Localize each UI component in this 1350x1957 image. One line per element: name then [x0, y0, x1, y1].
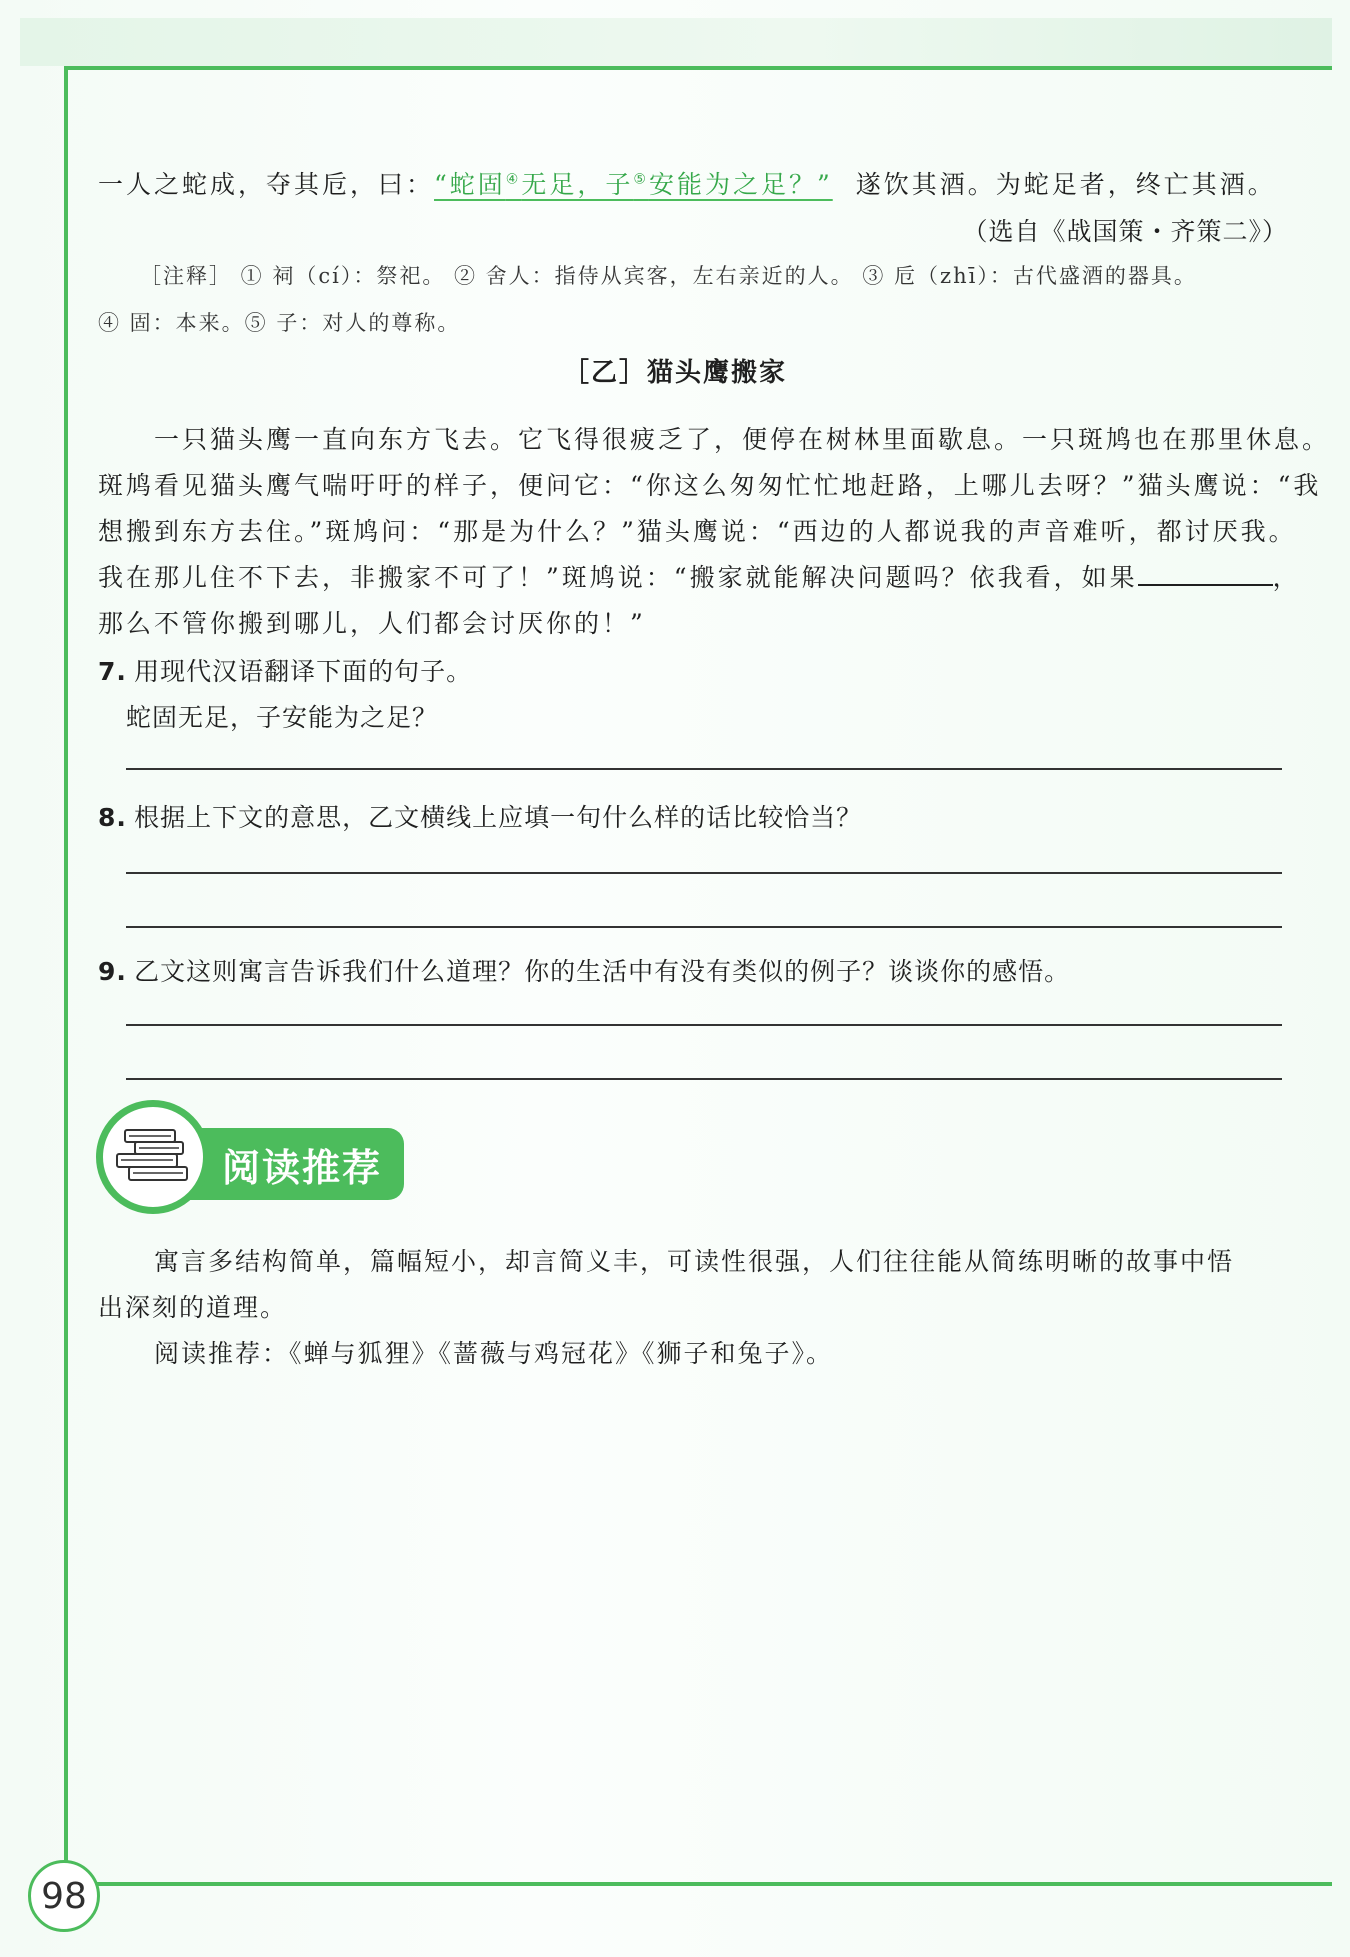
- passage-yi-text: ，: [1272, 563, 1301, 592]
- question-text: 用现代汉语翻译下面的句子。: [134, 659, 473, 686]
- passage-yi-text: 我在那儿住不下去，非搬家不可了！”斑鸠说：“搬家就能解决问题吗？依我看，如果: [98, 563, 1138, 592]
- passage-yi-line: 一只猫头鹰一直向东方飞去。它飞得很疲乏了，便停在树林里面歇息。一只斑鸠也在那里休息。: [154, 425, 1331, 454]
- annotation-line: ［注释］ ① 祠（cí）：祭祀。 ② 舍人：指侍从宾客，左右亲近的人。 ③ 卮（zhī）：古代盛酒的器具。: [140, 264, 1197, 288]
- footnote-marker: ⑤: [633, 171, 649, 188]
- question-text: 根据上下文的意思，乙文横线上应填一句什么样的话比较恰当？: [134, 805, 863, 832]
- question-number: 9.: [98, 957, 127, 986]
- footnote-marker: ④: [505, 171, 522, 188]
- passage-yi-heading: ［乙］猫头鹰搬家: [562, 358, 787, 388]
- frame-left-border: [64, 66, 68, 1886]
- passage-jia-text: 遂饮其酒。为蛇足者，终亡其酒。: [855, 170, 1276, 199]
- frame-bottom-border: [64, 1882, 1332, 1886]
- quote-part: 无足，子: [521, 170, 634, 199]
- question-7: [98, 652, 472, 688]
- reading-recommend-badge: [96, 1100, 406, 1220]
- passage-jia-text: 一人之蛇成，夺其卮，曰：: [98, 170, 435, 199]
- passage-yi-line: 想搬到东方去住。”斑鸠问：“那是为什么？”猫头鹰说：“西边的人都说我的声音难听，都讨厌我。: [98, 517, 1297, 546]
- top-decorative-band: [20, 18, 1332, 66]
- quote-part: “蛇固: [434, 170, 506, 199]
- recommend-list: 阅读推荐：《蝉与狐狸》《蔷薇与鸡冠花》《狮子和兔子》。: [154, 1341, 834, 1368]
- source-citation: （选自《战国策・齐策二》）: [962, 219, 1288, 246]
- answer-line[interactable]: [126, 926, 1282, 928]
- annotation-line: ④ 固：本来。⑤ 子：对人的尊称。: [98, 311, 461, 335]
- books-stack-icon: [96, 1100, 210, 1214]
- question-9: [98, 952, 1070, 988]
- question-7-sentence: 蛇固无足，子安能为之足？: [126, 703, 439, 732]
- frame-top-border: [64, 66, 1332, 70]
- answer-line[interactable]: [126, 768, 1282, 770]
- answer-line[interactable]: [126, 872, 1282, 874]
- question-number: 7.: [98, 657, 127, 686]
- question-text: 乙文这则寓言告诉我们什么道理？你的生活中有没有类似的例子？谈谈你的感悟。: [134, 959, 1071, 986]
- passage-yi-line: [98, 558, 1301, 594]
- answer-line[interactable]: [126, 1078, 1282, 1080]
- page-number: 98: [28, 1860, 100, 1932]
- quote-part: 安能为之足？”: [648, 170, 833, 199]
- question-number: 8.: [98, 803, 127, 832]
- fill-in-blank[interactable]: [1138, 566, 1273, 586]
- question-8: [98, 798, 862, 834]
- badge-title: 阅读推荐: [222, 1145, 383, 1190]
- passage-yi-line: 斑鸠看见猫头鹰气喘吁吁的样子，便问它：“你这么匆匆忙忙地赶路，上哪儿去呀？”猫头鹰说：“我: [98, 471, 1322, 500]
- highlighted-quote: [434, 170, 833, 199]
- passage-jia-line: [98, 165, 1276, 201]
- recommend-paragraph-line: 出深刻的道理。: [98, 1295, 288, 1322]
- passage-yi-line: 那么不管你搬到哪儿，人们都会讨厌你的！”: [98, 609, 646, 638]
- answer-line[interactable]: [126, 1024, 1282, 1026]
- recommend-paragraph-line: 寓言多结构简单，篇幅短小，却言简义丰，可读性很强，人们往往能从简练明晰的故事中悟: [154, 1249, 1235, 1276]
